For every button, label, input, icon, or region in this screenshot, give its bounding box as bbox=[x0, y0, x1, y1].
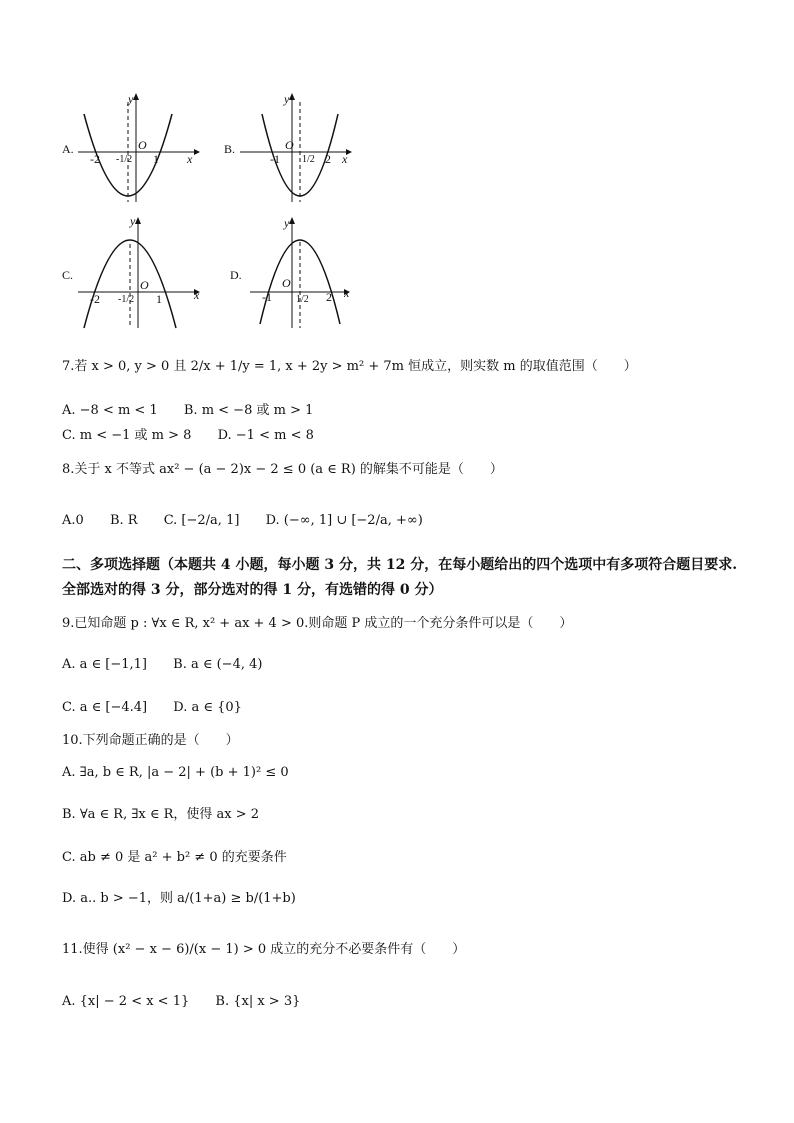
tick-label: -2 bbox=[90, 152, 100, 166]
q11-option-b: B. {x| x > 3} bbox=[215, 994, 301, 1009]
q7-option-b: B. m < −8 或 m > 1 bbox=[183, 403, 314, 418]
q8-stem: 8.关于 x 不等式 ax² − (a − 2)x − 2 ≤ 0 (a ∈ R) 的解集不可能是（ ） bbox=[62, 462, 503, 477]
q9-options-row1 bbox=[62, 656, 284, 674]
q8-option-b: B. R bbox=[109, 513, 138, 528]
q8-options bbox=[62, 512, 445, 530]
tick-label: -1/2 bbox=[118, 294, 135, 305]
q10-option-b: B. ∀a ∈ R, ∃x ∈ R，使得 ax > 2 bbox=[62, 807, 260, 822]
origin-label: O bbox=[282, 276, 291, 290]
graph-c bbox=[62, 212, 207, 332]
y-axis-label: y bbox=[284, 216, 290, 230]
origin-label: O bbox=[285, 138, 294, 152]
option-label-a: A. bbox=[62, 142, 74, 156]
q11-option-a: A. {x| − 2 < x < 1} bbox=[62, 994, 190, 1009]
x-axis-label: x bbox=[344, 286, 350, 300]
q7-options-row1 bbox=[62, 402, 335, 420]
x-axis-label: x bbox=[187, 152, 193, 166]
q9-stem: 9.已知命题 p : ∀x ∈ R, x² + ax + 4 > 0.则命题 P 成立的一个充分条件可以是（ ） bbox=[62, 616, 573, 631]
tick-label: -1 bbox=[262, 290, 272, 304]
y-axis-label: y bbox=[128, 92, 134, 106]
q8-option-d: D. (−∞, 1] ∪ [−2/a, +∞) bbox=[265, 513, 423, 528]
q9-option-d: D. a ∈ {0} bbox=[173, 700, 242, 715]
q10-option-d: D. a.. b > −1，则 a/(1+a) ≥ b/(1+b) bbox=[62, 891, 296, 906]
option-label-c: C. bbox=[62, 268, 74, 282]
q9-options-row2 bbox=[62, 699, 264, 717]
y-axis-label: y bbox=[130, 214, 136, 228]
y-axis-label: y bbox=[284, 92, 290, 106]
origin-label: O bbox=[140, 278, 149, 292]
graph-d bbox=[230, 212, 360, 332]
option-label-d: D. bbox=[230, 268, 242, 282]
tick-label: -1 bbox=[270, 152, 280, 166]
graph-a bbox=[62, 88, 202, 206]
x-axis-label: x bbox=[194, 288, 200, 302]
q9-option-c: C. a ∈ [−4.4] bbox=[62, 700, 148, 715]
q7-options-row2 bbox=[62, 427, 336, 445]
origin-label: O bbox=[138, 138, 147, 152]
tick-label: 1 bbox=[156, 292, 162, 306]
q7-option-a: A. −8 < m < 1 bbox=[62, 403, 158, 418]
q11-stem: 11.使得 (x² − x − 6)/(x − 1) > 0 成立的充分不必要条件有（ ） bbox=[62, 942, 466, 957]
q9-option-b: B. a ∈ (−4, 4) bbox=[173, 657, 263, 672]
x-axis-label: x bbox=[342, 152, 348, 166]
tick-label: -1/2 bbox=[116, 154, 133, 165]
q7-option-c: C. m < −1 或 m > 8 bbox=[62, 428, 192, 443]
section-2-heading: 二、多项选择题（本题共 4 小题，每小题 3 分，共 12 分，在每小题给出的四个选项中有多项符合题目要求.全部选对的得 3 分，部分选对的得 1 分，有选错的得 0 分） bbox=[62, 557, 738, 598]
q10-option-c: C. ab ≠ 0 是 a² + b² ≠ 0 的充要条件 bbox=[62, 850, 287, 865]
tick-label: 1/2 bbox=[302, 154, 315, 165]
option-label-b: B. bbox=[224, 142, 236, 156]
q10-stem: 10.下列命题正确的是（ ） bbox=[62, 733, 239, 748]
q11-options bbox=[62, 993, 322, 1011]
tick-label: 1/2 bbox=[296, 294, 309, 305]
q8-option-c: C. [−2/a, 1] bbox=[163, 513, 240, 528]
q9-option-a: A. a ∈ [−1,1] bbox=[62, 657, 148, 672]
tick-label: -2 bbox=[90, 292, 100, 306]
tick-label: 2 bbox=[326, 290, 332, 304]
q8-option-a: A.0 bbox=[62, 513, 84, 528]
graph-b bbox=[224, 88, 364, 206]
tick-label: 1 bbox=[153, 152, 159, 166]
q10-option-a: A. ∃a, b ∈ R, |a − 2| + (b + 1)² ≤ 0 bbox=[62, 765, 289, 780]
tick-label: 2 bbox=[325, 152, 331, 166]
q7-stem: 7.若 x > 0, y > 0 且 2/x + 1/y = 1, x + 2y > m² + 7m 恒成立，则实数 m 的取值范围（ ） bbox=[62, 359, 637, 374]
q7-option-d: D. −1 < m < 8 bbox=[217, 428, 314, 443]
